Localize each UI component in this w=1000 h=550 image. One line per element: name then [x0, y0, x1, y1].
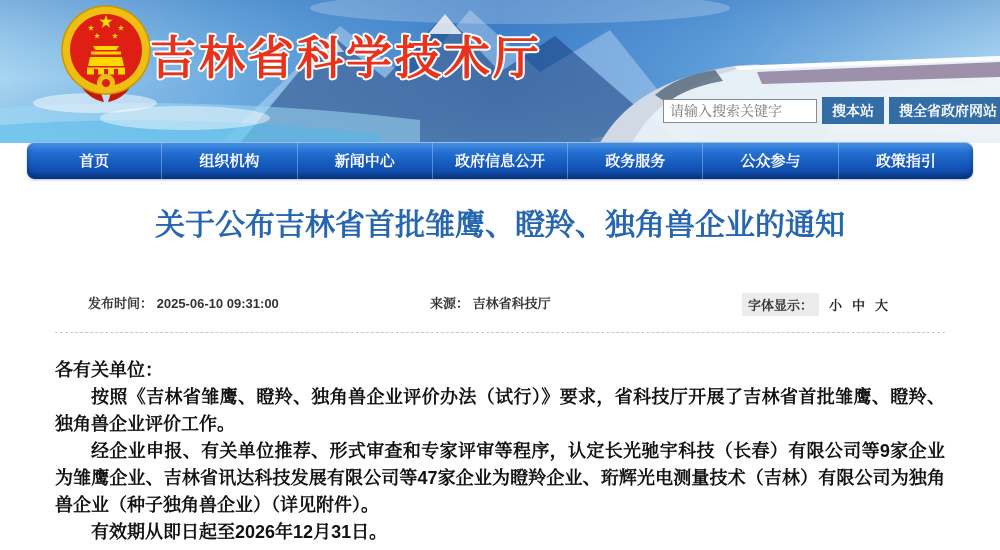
- font-size-control: [742, 293, 888, 316]
- nav-item-organization[interactable]: 组织机构: [161, 142, 296, 179]
- font-size-large-link[interactable]: 大: [875, 298, 889, 313]
- site-header: [0, 0, 1000, 143]
- nav-item-services[interactable]: 政务服务: [567, 142, 702, 179]
- search-input[interactable]: [663, 99, 817, 123]
- article-paragraph-salutation: 各有关单位：: [55, 360, 163, 380]
- national-emblem-icon: [58, 4, 154, 104]
- nav-item-policy-guide[interactable]: 政策指引: [838, 142, 973, 179]
- search-gov-button[interactable]: 搜全省政府网站: [889, 97, 1000, 124]
- nav-item-gov-info[interactable]: 政府信息公开: [432, 142, 567, 179]
- source-label: 来源：: [430, 296, 470, 311]
- publish-time-label: 发布时间：: [88, 296, 154, 311]
- dotted-divider: [55, 332, 945, 333]
- nav-item-home[interactable]: 首页: [79, 153, 110, 170]
- article-paragraph-1: 按照《吉林省雏鹰、瞪羚、独角兽企业评价办法（试行）》要求，省科技厅开展了吉林省首批雏鹰、瞪羚、独角兽企业评价工作。: [55, 387, 945, 434]
- article-paragraph-2: 经企业申报、有关单位推荐、形式审查和专家评审等程序，认定长光驰宇科技（长春）有限公司等9家企业为雏鹰企业、吉林省讯达科技发展有限公司等47家企业为瞪羚企业、珩辉光电测量技术（吉林）有限公司为独角兽企业（种子独角兽企业）（详见附件）。: [55, 441, 945, 515]
- article-area: [0, 179, 1000, 546]
- article-body: [55, 357, 945, 546]
- article-title: 关于公布吉林省首批雏鹰、瞪羚、独角兽企业的通知: [155, 209, 845, 242]
- font-display-label: 字体显示：: [742, 293, 819, 316]
- site-title: 吉林省科学技术厅: [150, 32, 542, 84]
- article-paragraph-3: 有效期从即日起至2026年12月31日。: [91, 522, 388, 542]
- font-size-medium-link[interactable]: 中: [852, 298, 866, 313]
- font-size-small-link[interactable]: 小: [829, 298, 843, 313]
- search-bar: [663, 97, 1000, 124]
- article-source: [430, 293, 551, 312]
- nav-item-participation[interactable]: 公众参与: [702, 142, 837, 179]
- source-value: 吉林省科技厅: [472, 296, 551, 311]
- publish-time: [88, 293, 279, 312]
- search-site-button[interactable]: 搜本站: [822, 97, 884, 124]
- nav-item-news[interactable]: 新闻中心: [297, 142, 432, 179]
- article-meta-row: [0, 293, 1000, 313]
- main-navigation: [27, 142, 973, 179]
- publish-time-value: 2025-06-10 09:31:00: [156, 296, 279, 311]
